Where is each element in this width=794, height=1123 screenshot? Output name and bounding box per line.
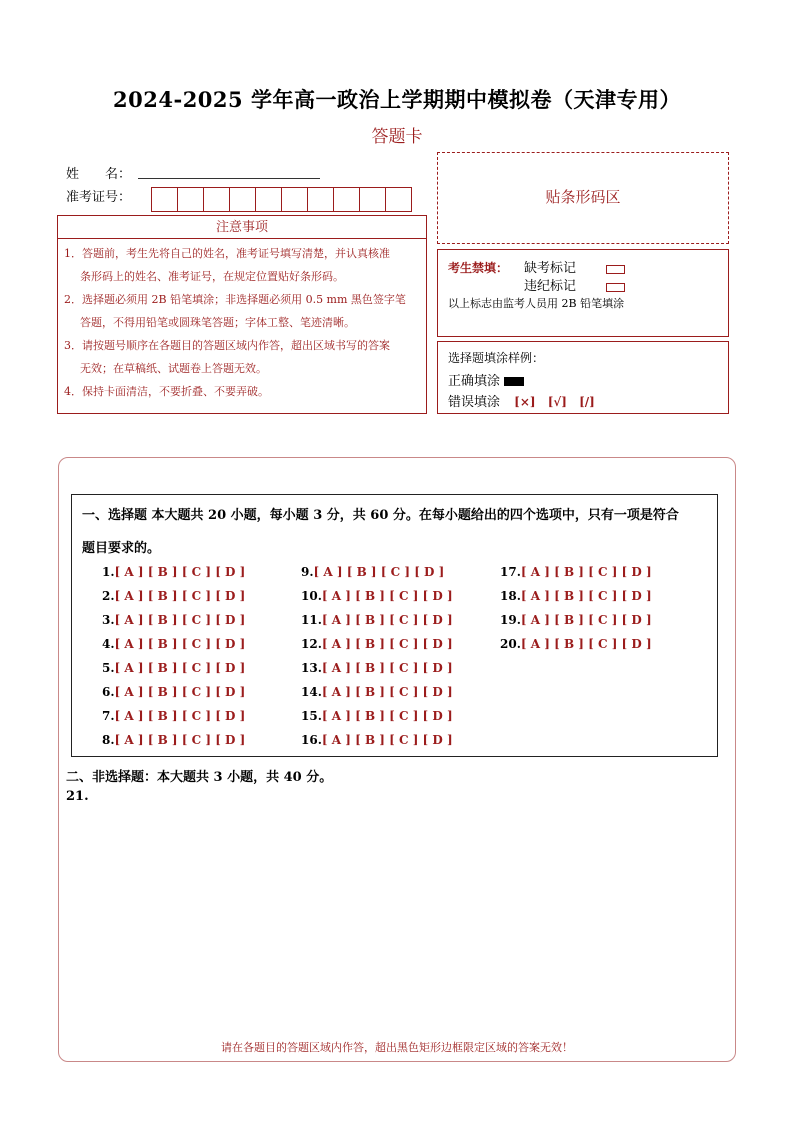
notice-item-text: 4．保持卡面清洁，不要折叠、不要弄破。 [64,385,269,398]
proctor-marks-panel [437,249,729,337]
question-number: 19. [500,613,521,627]
answer-options[interactable]: [ A ] [ B ] [ C ] [ D ] [114,685,246,699]
exam-id-digit-box[interactable] [385,187,412,212]
multiple-choice-section [71,494,718,757]
question-number: 5. [102,661,115,675]
question-row[interactable] [102,685,245,699]
question-number: 16. [301,733,322,747]
question-number: 10. [301,589,322,603]
sample-heading: 选择题填涂样例： [448,351,545,365]
absent-mark-label: 缺考标记 [524,261,577,276]
question-number: 2. [102,589,115,603]
question-number: 3. [102,613,115,627]
question-row[interactable] [301,637,453,651]
question-number: 8. [102,733,115,747]
answer-options[interactable]: [ A ] [ B ] [ C ] [ D ] [114,613,246,627]
question-number: 9. [301,565,314,579]
question-row[interactable] [301,709,453,723]
section1-title: 一、选择题 本大题共 20 小题，每小题 3 分，共 60 分。在每小题给出的四个选项中，只有一项是符合 [82,508,679,523]
question-number: 11. [301,613,322,627]
question-row[interactable] [301,565,444,579]
question-row[interactable] [102,661,245,675]
question-21-number: 21. [66,789,89,804]
absent-mark-box[interactable] [606,265,625,274]
answer-options[interactable]: [ A ] [ B ] [ C ] [ D ] [520,613,652,627]
forbidden-label: 考生禁填： [448,261,509,275]
exam-id-digit-box[interactable] [151,187,178,212]
question-row[interactable] [301,661,453,675]
wrong-fill-example: [×] [514,395,536,409]
question-row[interactable] [301,589,453,603]
question-row[interactable] [500,613,652,627]
question-number: 1. [102,565,115,579]
question-row[interactable] [102,637,245,651]
question-row[interactable] [102,733,245,747]
exam-id-digit-box[interactable] [203,187,230,212]
proctor-note: 以上标志由监考人员用 2B 铅笔填涂 [448,297,625,310]
notice-item-text: 1．答题前，考生先将自己的姓名，准考证号填写清楚，并认真核准 [64,247,390,260]
violation-mark-box[interactable] [606,283,625,292]
violation-mark-label: 违纪标记 [524,279,577,294]
question-number: 15. [301,709,322,723]
page-title: 2024-2025 学年高一政治上学期期中模拟卷（天津专用） [113,87,681,112]
answer-options[interactable]: [ A ] [ B ] [ C ] [ D ] [114,637,246,651]
name-label: 姓 名： [66,167,132,182]
notice-item-text: 3．请按题号顺序在各题目的答题区域内作答，超出区域书写的答案 [64,339,390,352]
answer-options[interactable]: [ A ] [ B ] [ C ] [ D ] [313,565,445,579]
question-row[interactable] [102,565,245,579]
question-row[interactable] [102,589,245,603]
question-number: 20. [500,637,521,651]
question-number: 6. [102,685,115,699]
question-21-answer-area[interactable] [66,810,726,1025]
question-row[interactable] [102,709,245,723]
notice-item [58,288,426,334]
exam-id-label: 准考证号： [66,190,132,205]
name-field[interactable] [138,178,320,179]
question-number: 17. [500,565,521,579]
question-number: 18. [500,589,521,603]
question-number: 13. [301,661,322,675]
question-number: 7. [102,709,115,723]
exam-id-digit-box[interactable] [281,187,308,212]
question-number: 4. [102,637,115,651]
answer-options[interactable]: [ A ] [ B ] [ C ] [ D ] [321,661,453,675]
notice-heading: 注意事项 [57,215,427,239]
notice-item [58,242,426,288]
fill-sample-panel [437,341,729,414]
question-row[interactable] [301,685,453,699]
wrong-fill-example: [√] [547,395,567,409]
notice-item-text: 无效；在草稿纸、试题卷上答题无效。 [80,362,267,375]
exam-id-digit-box[interactable] [255,187,282,212]
question-number: 14. [301,685,322,699]
answer-options[interactable]: [ A ] [ B ] [ C ] [ D ] [321,709,453,723]
answer-options[interactable]: [ A ] [ B ] [ C ] [ D ] [114,709,246,723]
exam-id-digit-box[interactable] [229,187,256,212]
question-row[interactable] [102,613,245,627]
answer-options[interactable]: [ A ] [ B ] [ C ] [ D ] [114,589,246,603]
question-row[interactable] [500,565,652,579]
wrong-fill-example: [/] [579,395,595,409]
exam-id-digit-box[interactable] [307,187,334,212]
answer-options[interactable]: [ A ] [ B ] [ C ] [ D ] [520,589,652,603]
exam-id-digit-box[interactable] [359,187,386,212]
correct-fill-label: 正确填涂 [448,374,501,389]
question-row[interactable] [301,733,453,747]
answer-options[interactable]: [ A ] [ B ] [ C ] [ D ] [321,733,453,747]
notice-panel [57,238,427,414]
exam-id-boxes[interactable] [151,187,411,212]
barcode-area: 贴条形码区 [437,152,729,244]
answer-options[interactable]: [ A ] [ B ] [ C ] [ D ] [520,565,652,579]
correct-fill-example [504,377,524,386]
question-row[interactable] [301,613,453,627]
notice-item-text: 条形码上的姓名、准考证号，在规定位置贴好条形码。 [80,270,344,283]
answer-options[interactable]: [ A ] [ B ] [ C ] [ D ] [321,589,453,603]
exam-id-digit-box[interactable] [177,187,204,212]
section2-title: 二、非选择题：本大题共 3 小题，共 40 分。 [66,770,333,785]
question-number: 12. [301,637,322,651]
question-row[interactable] [500,589,652,603]
answer-options[interactable]: [ A ] [ B ] [ C ] [ D ] [321,637,453,651]
notice-item-text: 2．选择题必须用 2B 铅笔填涂；非选择题必须用 0.5 mm 黑色签字笔 [64,293,406,306]
exam-id-digit-box[interactable] [333,187,360,212]
section1-title-cont: 题目要求的。 [82,541,161,556]
answer-options[interactable]: [ A ] [ B ] [ C ] [ D ] [520,637,652,651]
page-subtitle: 答题卡 [371,127,423,147]
answer-options[interactable]: [ A ] [ B ] [ C ] [ D ] [114,565,246,579]
notice-item [58,380,426,403]
footer-warning: 请在各题目的答题区域内作答，超出黑色矩形边框限定区域的答案无效！ [221,1041,573,1054]
notice-item [58,334,426,380]
question-row[interactable] [500,637,652,651]
wrong-fill-label: 错误填涂 [448,395,501,410]
answer-options[interactable]: [ A ] [ B ] [ C ] [ D ] [114,733,246,747]
notice-item-text: 答题，不得用铅笔或圆珠笔答题；字体工整、笔迹清晰。 [80,316,355,329]
answer-options[interactable]: [ A ] [ B ] [ C ] [ D ] [321,685,453,699]
answer-options[interactable]: [ A ] [ B ] [ C ] [ D ] [114,661,246,675]
answer-options[interactable]: [ A ] [ B ] [ C ] [ D ] [321,613,453,627]
